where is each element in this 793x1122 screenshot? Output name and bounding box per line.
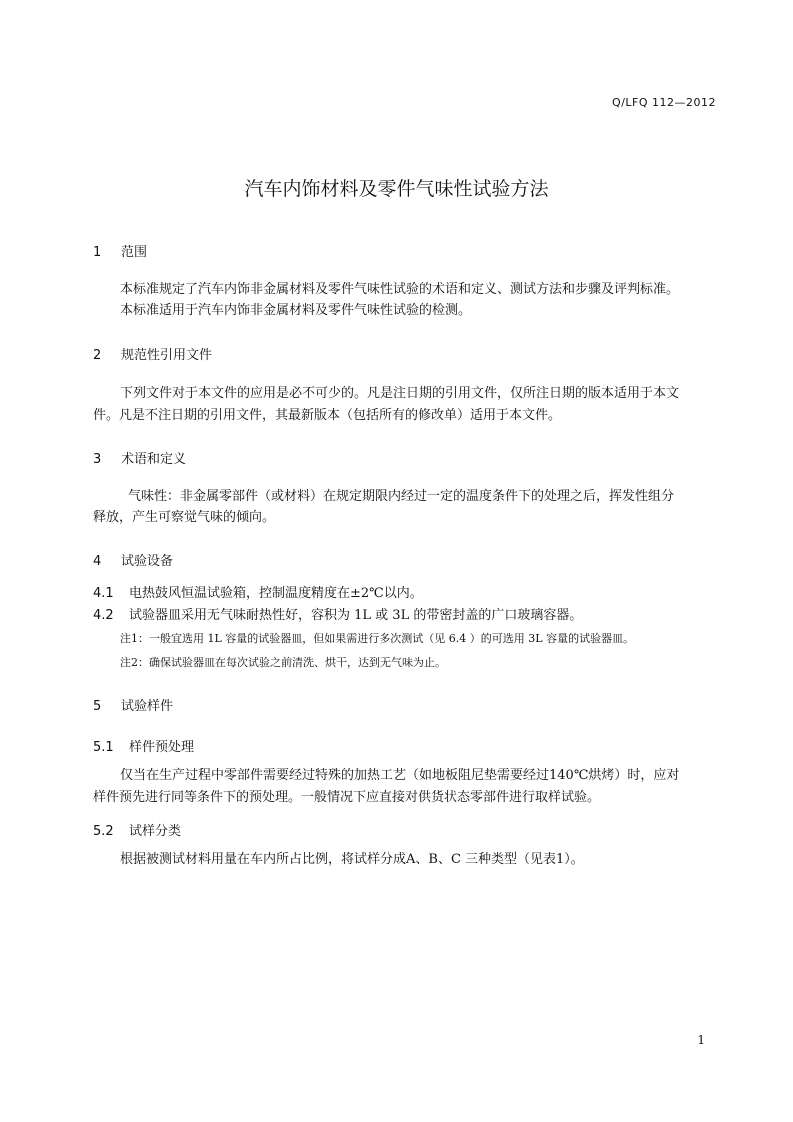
section-2-heading: [93, 344, 212, 363]
section-title: 试验设备: [121, 554, 174, 569]
page-number: 1: [697, 1033, 705, 1047]
subsection-number: 5.2: [93, 824, 114, 839]
section-title: 试验样件: [121, 699, 174, 714]
section-number: 4: [93, 554, 102, 569]
paragraph: 本标准规定了汽车内饰非金属材料及零件气味性试验的术语和定义、测试方法和步骤及评判标准。: [120, 282, 680, 297]
paragraph: 本标准适用于汽车内饰非金属材料及零件气味性试验的检测。: [120, 303, 472, 318]
section-4-heading: [93, 550, 173, 569]
standard-number: Q/LFQ 112—2012: [612, 96, 716, 109]
paragraph-line: 样件预先进行同等条件下的预处理。一般情况下应直接对供货状态零部件进行取样试验。: [93, 790, 601, 805]
section-5-heading: [93, 695, 173, 714]
section-title: 术语和定义: [121, 452, 187, 467]
clause-text: 试验器皿采用无气味耐热性好，容积为 1L 或 3L 的带密封盖的广口玻璃容器。: [129, 608, 583, 623]
clause-4-1: [93, 583, 423, 604]
section-3-heading: [93, 448, 186, 467]
definition-line: 气味性：非金属零部件（或材料）在规定期限内经过一定的温度条件下的处理之后，挥发性组分: [128, 489, 675, 504]
section-title: 规范性引用文件: [121, 348, 213, 363]
paragraph-line: 仅当在生产过程中零部件需要经过特殊的加热工艺（如地板阻尼垫需要经过140℃烘烤）时，应对: [120, 768, 680, 783]
subsection-5-1-heading: [93, 736, 194, 755]
subsection-5-2-heading: [93, 820, 181, 839]
definition-line: 释放，产生可察觉气味的倾向。: [93, 510, 276, 525]
subsection-number: 5.1: [93, 740, 114, 755]
section-title: 范围: [121, 245, 148, 260]
document-title: 汽车内饰材料及零件气味性试验方法: [244, 178, 549, 200]
section-number: 3: [93, 452, 102, 467]
section-number: 2: [93, 348, 102, 363]
subsection-title: 样件预处理: [129, 740, 195, 755]
section-number: 5: [93, 699, 102, 714]
section-1-heading: [93, 241, 147, 260]
paragraph-line: 根据被测试材料用量在车内所占比例，将试样分成A、B、C 三种类型（见表1）。: [120, 852, 584, 867]
clause-4-2: [93, 605, 582, 626]
note-2: 注2：确保试验器皿在每次试验之前清洗、烘干，达到无气味为止。: [120, 656, 446, 669]
section-number: 1: [93, 245, 102, 260]
note-1: 注1：一般宜选用 1L 容量的试验器皿，但如果需进行多次测试（见 6.4 ）的可选用 3L 容量的试验器皿。: [120, 632, 635, 645]
subsection-title: 试样分类: [129, 824, 182, 839]
paragraph-line: 下列文件对于本文件的应用是必不可少的。凡是注日期的引用文件，仅所注日期的版本适用于本文: [120, 386, 680, 401]
clause-number: 4.2: [93, 608, 114, 623]
paragraph-line: 件。凡是不注日期的引用文件，其最新版本（包括所有的修改单）适用于本文件。: [93, 408, 562, 423]
clause-number: 4.1: [93, 586, 114, 601]
clause-text: 电热鼓风恒温试验箱，控制温度精度在±2℃以内。: [129, 586, 423, 601]
